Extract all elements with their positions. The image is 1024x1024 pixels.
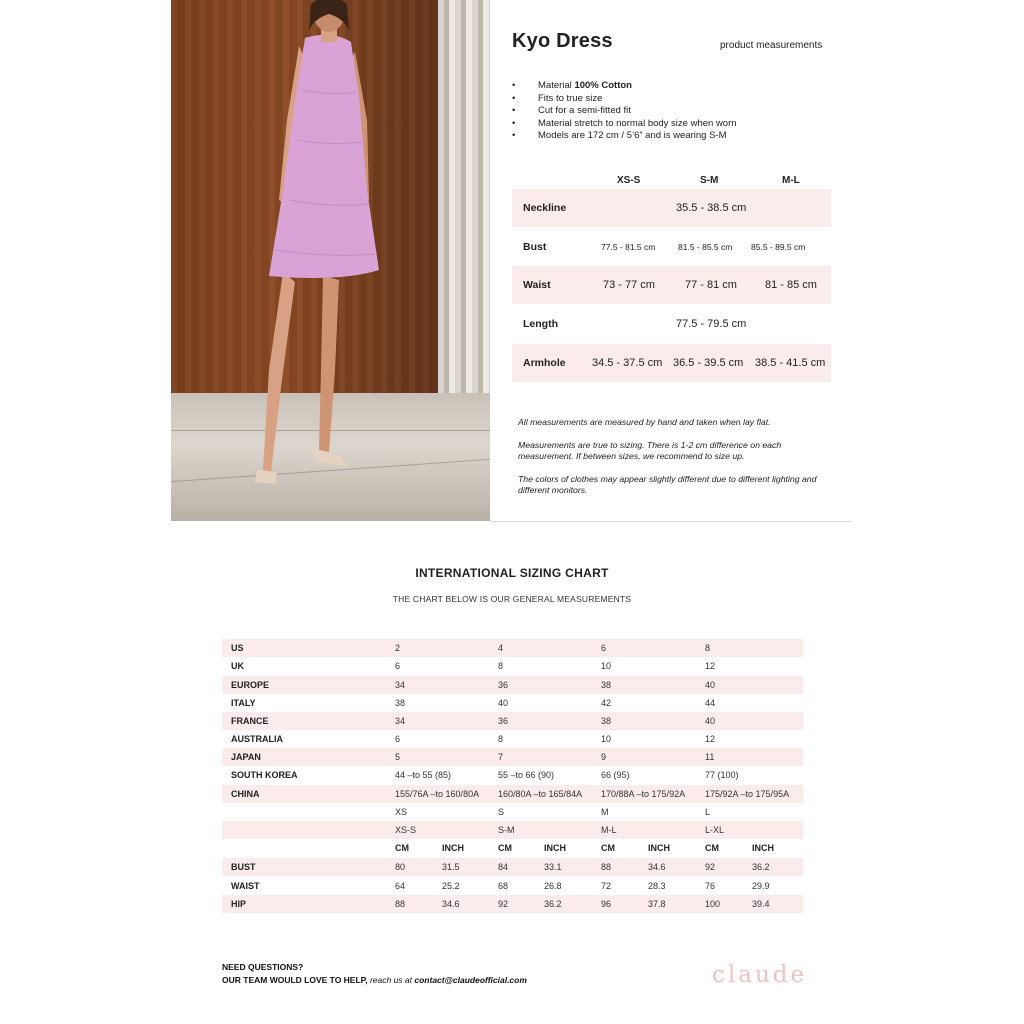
size-cell: 44: [705, 698, 716, 708]
size-cell: 40: [705, 716, 716, 726]
sizing-row: [222, 676, 803, 694]
size-cell: S: [498, 807, 505, 817]
row-label: AUSTRALIA: [231, 734, 283, 744]
product-photo: [171, 0, 490, 521]
size-cell: 10: [601, 734, 612, 744]
feature-item: • Cut for a semi-fitted fit: [512, 105, 737, 118]
row-label: EUROPE: [231, 680, 270, 690]
measure-cell: 34.6: [442, 899, 460, 909]
size-cell: 34: [395, 680, 406, 690]
product-measurements-label: product measurements: [720, 40, 823, 51]
note-text: Measurements are true to sizing. There is 1-2 cm difference on each measurement. If between sizes, we recommend to size up.: [518, 439, 782, 461]
feature-item: • Fits to true size: [512, 93, 737, 106]
size-cell: 10: [601, 661, 612, 671]
measurement-notes: [518, 417, 828, 508]
measurement-row-bust: [512, 228, 831, 266]
row-label: Bust: [523, 241, 547, 253]
row-label: HIP: [231, 899, 247, 909]
measure-cell: 84: [498, 862, 509, 872]
row-value: 77.5 - 81.5 cm: [601, 242, 656, 252]
row-value: 73 - 77 cm: [603, 279, 655, 291]
unit-header-cell: CM: [705, 843, 719, 853]
sizing-chart-title: INTERNATIONAL SIZING CHART: [415, 566, 609, 580]
size-cell: 6: [395, 734, 401, 744]
row-value: 36.5 - 39.5 cm: [673, 357, 744, 369]
size-cell: 6: [395, 661, 401, 671]
row-label: Armhole: [523, 357, 566, 369]
measure-cell: 88: [601, 862, 612, 872]
size-header-s-m: S-M: [700, 175, 719, 186]
row-value: 77 - 81 cm: [685, 279, 737, 291]
size-cell: 170/88A –to 175/92A: [601, 789, 686, 799]
row-value: 81 - 85 cm: [765, 279, 817, 291]
size-cell: 55 –to 66 (90): [498, 770, 555, 780]
measurement-row-neckline: [512, 189, 831, 227]
measure-cell: 100: [705, 899, 721, 909]
measure-cell: 25.2: [442, 881, 460, 891]
brand-logo: claude: [712, 962, 808, 988]
sizing-row: [222, 712, 803, 730]
size-cell: 4: [498, 643, 504, 653]
row-label: Neckline: [523, 202, 567, 214]
measure-cell: 39.4: [752, 899, 770, 909]
size-cell: 8: [498, 661, 504, 671]
need-questions-heading: NEED QUESTIONS?: [222, 962, 304, 972]
row-label: JAPAN: [231, 752, 261, 762]
measure-cell: 80: [395, 862, 406, 872]
size-cell: 42: [601, 698, 612, 708]
unit-header-cell: CM: [601, 843, 615, 853]
unit-header-cell: CM: [498, 843, 512, 853]
sizing-chart-subtitle: THE CHART BELOW IS OUR GENERAL MEASUREMENTS: [392, 594, 632, 604]
size-cell: 36: [498, 680, 509, 690]
unit-header-cell: CM: [395, 843, 409, 853]
measure-cell: 28.3: [648, 881, 666, 891]
size-cell: 38: [395, 698, 406, 708]
size-cell: S-M: [498, 825, 515, 835]
feature-item: • Material stretch to normal body size when worn: [512, 118, 737, 131]
size-cell: 2: [395, 643, 401, 653]
product-title: Kyo Dress: [512, 30, 613, 52]
sizing-row: [222, 785, 803, 803]
size-cell: M-L: [601, 825, 617, 835]
row-label: CHINA: [231, 789, 260, 799]
size-cell: 12: [705, 661, 716, 671]
size-header-m-l: M-L: [782, 175, 800, 186]
size-cell: M: [601, 807, 609, 817]
measure-cell: 34.6: [648, 862, 666, 872]
unit-header-cell: INCH: [648, 843, 670, 853]
size-cell: 12: [705, 734, 716, 744]
row-value: 85.5 - 89.5 cm: [751, 242, 806, 252]
size-cell: 175/92A –to 175/95A: [705, 789, 790, 799]
row-label: ITALY: [231, 698, 256, 708]
section-divider: [490, 521, 852, 522]
unit-header-cell: INCH: [752, 843, 774, 853]
measure-cell: 72: [601, 881, 612, 891]
measurement-row-armhole: [512, 344, 831, 382]
row-label: WAIST: [231, 881, 260, 891]
size-cell: XS-S: [395, 825, 417, 835]
measure-cell: 36.2: [752, 862, 770, 872]
measurement-row-length: [512, 305, 831, 343]
size-cell: 7: [498, 752, 504, 762]
sizing-row: [222, 748, 803, 766]
sizing-row: [222, 821, 803, 839]
measure-cell: 36.2: [544, 899, 562, 909]
row-value: 77.5 - 79.5 cm: [676, 318, 747, 330]
reach-text: reach us at: [367, 975, 415, 985]
measure-cell: 33.1: [544, 862, 562, 872]
unit-header-cell: INCH: [442, 843, 464, 853]
size-cell: 5: [395, 752, 401, 762]
size-cell: 44 –to 55 (85): [395, 770, 452, 780]
size-cell: 38: [601, 716, 612, 726]
size-cell: 38: [601, 680, 612, 690]
feature-item: • Material 100% Cotton: [512, 80, 737, 93]
sizing-row: [222, 657, 803, 675]
size-cell: 6: [601, 643, 607, 653]
measurement-row-waist: [512, 266, 831, 304]
body-measurement-row: [222, 877, 803, 895]
row-label: Length: [523, 318, 558, 330]
measure-cell: 26.8: [544, 881, 562, 891]
contact-line: [222, 975, 527, 985]
size-cell: 40: [705, 680, 716, 690]
size-cell: 40: [498, 698, 509, 708]
measure-cell: 92: [705, 862, 716, 872]
row-value: 38.5 - 41.5 cm: [755, 357, 826, 369]
team-text: OUR TEAM WOULD LOVE TO HELP,: [222, 975, 368, 985]
measure-cell: 92: [498, 899, 509, 909]
measure-cell: 29.9: [752, 881, 770, 891]
body-measurement-row: [222, 858, 803, 876]
row-value: 81.5 - 85.5 cm: [678, 242, 733, 252]
size-cell: 34: [395, 716, 406, 726]
size-header-xs-s: XS-S: [617, 175, 641, 186]
note-text: The colors of clothes may appear slightly different due to different lighting and different monitors.: [518, 473, 817, 495]
size-cell: XS: [395, 807, 408, 817]
size-cell: 11: [705, 752, 715, 762]
row-label: Waist: [523, 279, 551, 291]
row-label: UK: [231, 661, 244, 671]
size-cell: 66 (95): [601, 770, 630, 780]
row-label: BUST: [231, 862, 256, 872]
size-cell: L: [705, 807, 711, 817]
size-cell: 155/76A –to 160/80A: [395, 789, 480, 799]
row-value: 35.5 - 38.5 cm: [676, 202, 747, 214]
sizing-row: [222, 694, 803, 712]
size-cell: 8: [705, 643, 711, 653]
measure-cell: 96: [601, 899, 612, 909]
size-cell: L-XL: [705, 825, 725, 835]
size-cell: 8: [498, 734, 504, 744]
unit-header-row: [222, 839, 803, 857]
row-label: SOUTH KOREA: [231, 770, 298, 780]
measure-cell: 64: [395, 881, 406, 891]
measure-cell: 88: [395, 899, 406, 909]
note-text: All measurements are measured by hand and taken when lay flat.: [518, 417, 771, 427]
sizing-row: [222, 766, 803, 784]
sizing-row: [222, 730, 803, 748]
row-label: US: [231, 643, 244, 653]
size-cell: 9: [601, 752, 607, 762]
sizing-row: [222, 639, 803, 657]
measure-cell: 76: [705, 881, 716, 891]
contact-email-link[interactable]: contact@claudeofficial.com: [414, 975, 527, 985]
row-label: FRANCE: [231, 716, 269, 726]
sizing-row: [222, 803, 803, 821]
measure-cell: 37.8: [648, 899, 666, 909]
model-figure: [171, 0, 490, 521]
measure-cell: 31.5: [442, 862, 460, 872]
unit-header-cell: INCH: [544, 843, 566, 853]
feature-item: • Models are 172 cm / 5’6” and is wearing S-M: [512, 130, 737, 143]
measure-cell: 68: [498, 881, 509, 891]
size-cell: 160/80A –to 165/84A: [498, 789, 583, 799]
product-features-list: [512, 80, 737, 143]
size-cell: 36: [498, 716, 509, 726]
row-value: 34.5 - 37.5 cm: [592, 357, 663, 369]
body-measurement-row: [222, 895, 803, 913]
size-cell: 77 (100): [705, 770, 739, 780]
